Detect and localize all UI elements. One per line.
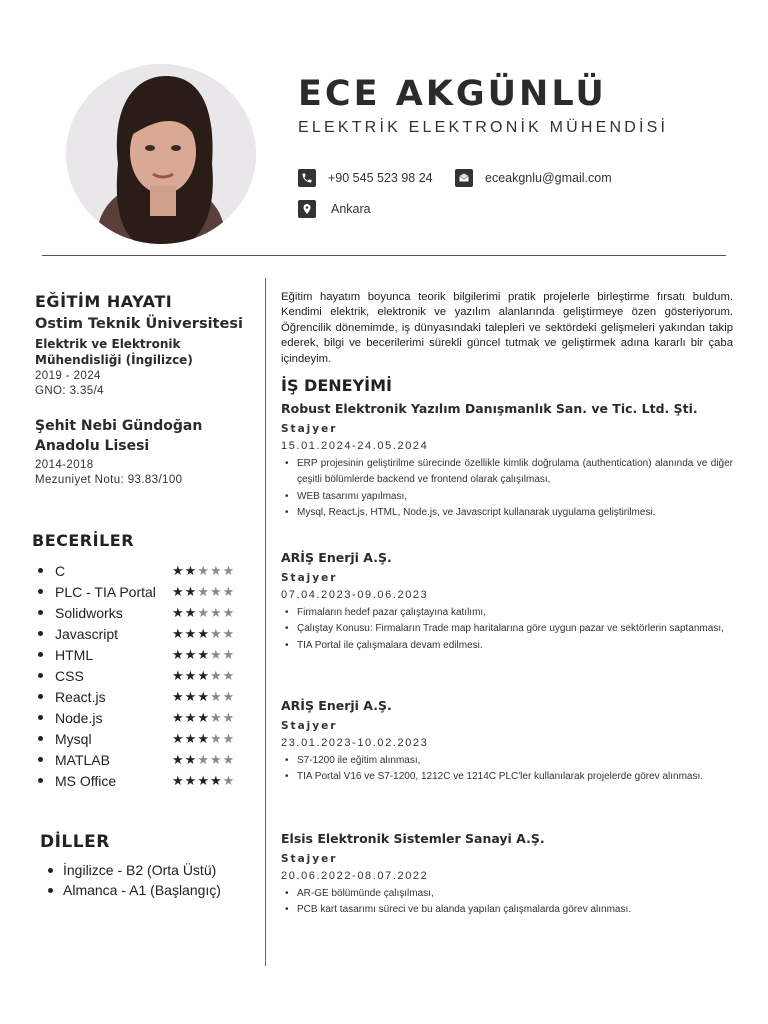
skill-rating-stars: [172, 689, 256, 705]
star-empty-icon: ★: [197, 583, 210, 599]
skill-item: [34, 644, 256, 665]
skill-item: [34, 581, 256, 602]
column-divider: [265, 278, 266, 966]
star-empty-icon: ★: [222, 562, 236, 578]
list-item: • AR-GE bölümünde çalışılması,: [281, 886, 733, 902]
education-item: [35, 416, 225, 488]
star-filled-icon: ★: [184, 583, 198, 599]
location-text: Ankara: [331, 202, 371, 216]
job-bullets: [281, 753, 733, 786]
company-name: ARİŞ Enerji A.Ş.: [281, 698, 392, 713]
star-empty-icon: ★: [222, 709, 236, 725]
star-empty-icon: ★: [209, 583, 223, 599]
skill-name: Solidworks: [55, 604, 123, 621]
education-heading: EĞİTİM HAYATI: [35, 292, 173, 311]
star-filled-icon: ★: [172, 688, 185, 704]
education-years: 2019 - 2024: [35, 370, 101, 382]
star-empty-icon: ★: [222, 772, 236, 788]
star-empty-icon: ★: [197, 562, 210, 578]
star-empty-icon: ★: [209, 604, 223, 620]
star-empty-icon: ★: [209, 730, 223, 746]
email-contact[interactable]: [455, 169, 612, 187]
phone-icon: [298, 169, 316, 187]
bullet-dot: [38, 694, 43, 699]
job-role: Stajyer: [281, 853, 338, 865]
job-entry: [281, 830, 733, 919]
star-filled-icon: ★: [197, 688, 210, 704]
list-item: • WEB tasarımı yapılması,: [281, 489, 733, 505]
star-filled-icon: ★: [197, 709, 210, 725]
star-empty-icon: ★: [222, 688, 236, 704]
job-entry: [281, 697, 733, 786]
job-role: Stajyer: [281, 423, 338, 435]
star-empty-icon: ★: [222, 751, 236, 767]
star-filled-icon: ★: [184, 730, 198, 746]
star-filled-icon: ★: [172, 772, 185, 788]
skill-rating-stars: [172, 647, 256, 663]
star-empty-icon: ★: [209, 667, 223, 683]
job-entry: [281, 400, 733, 521]
job-dates: 23.01.2023-10.02.2023: [281, 737, 429, 749]
bullet-dot: [38, 610, 43, 615]
company-name: Elsis Elektronik Sistemler Sanayi A.Ş.: [281, 831, 545, 846]
skill-item: [34, 686, 256, 707]
company-name: Robust Elektronik Yazılım Danışmanlık San. ve Tic. Ltd. Şti.: [281, 401, 698, 416]
skill-rating-stars: [172, 668, 256, 684]
phone-number: +90 545 523 98 24: [328, 171, 433, 185]
skill-name: MATLAB: [55, 751, 110, 768]
list-item: • Firmaların hedef pazar çalıştayına katılımı,: [281, 605, 733, 621]
job-bullets: [281, 886, 733, 919]
bullet-dot: [38, 778, 43, 783]
star-filled-icon: ★: [184, 751, 198, 767]
school-name: Ostim Teknik Üniversitesi: [35, 316, 243, 332]
mail-icon: [455, 169, 473, 187]
education-grade: Mezuniyet Notu: 93.83/100: [35, 474, 183, 486]
bullet-dot: [38, 757, 43, 762]
list-item: • Çalıştay Konusu: Firmaların Trade map haritalarına göre uygun pazar ve sektörlerin saptanması,: [281, 621, 733, 637]
star-filled-icon: ★: [184, 646, 198, 662]
location-pin-icon: [298, 200, 316, 218]
star-filled-icon: ★: [209, 772, 223, 788]
list-item: • PCB kart tasarımı süreci ve bu alanda yapılan çalışmalarda görev alınması.: [281, 902, 733, 918]
star-filled-icon: ★: [197, 646, 210, 662]
list-item: • TIA Portal V16 ve S7-1200, 1212C ve 1214C PLC'ler kullanılarak projelerde görev alınması.: [281, 769, 733, 785]
star-filled-icon: ★: [172, 667, 185, 683]
skill-item: [34, 623, 256, 644]
star-filled-icon: ★: [172, 562, 185, 578]
job-dates: 07.04.2023-09.06.2023: [281, 589, 429, 601]
star-filled-icon: ★: [184, 562, 198, 578]
skill-name: CSS: [55, 667, 84, 684]
school-name: Şehit Nebi Gündoğan Anadolu Lisesi: [35, 418, 203, 454]
star-filled-icon: ★: [184, 772, 198, 788]
skill-rating-stars: [172, 752, 256, 768]
bullet-dot: [38, 673, 43, 678]
star-empty-icon: ★: [222, 583, 236, 599]
bullet-dot: [38, 736, 43, 741]
star-empty-icon: ★: [222, 604, 236, 620]
job-entry: [281, 549, 733, 654]
candidate-name: ECE AKGÜNLÜ: [298, 74, 607, 114]
star-filled-icon: ★: [184, 709, 198, 725]
list-item: • Mysql, React.js, HTML, Node.js, ve Javascript kullanarak uygulama geliştirilmesi.: [281, 505, 733, 521]
star-empty-icon: ★: [209, 751, 223, 767]
job-role: Stajyer: [281, 720, 338, 732]
skill-item: [34, 749, 256, 770]
list-item: • S7-1200 ile eğitim alınması,: [281, 753, 733, 769]
bullet-dot: [38, 631, 43, 636]
star-empty-icon: ★: [222, 646, 236, 662]
star-empty-icon: ★: [197, 751, 210, 767]
languages-list: [48, 860, 221, 900]
skill-name: Node.js: [55, 709, 103, 726]
job-bullets: [281, 456, 733, 521]
skill-item: [34, 560, 256, 581]
job-dates: 20.06.2022-08.07.2022: [281, 870, 429, 882]
education-years: 2014-2018: [35, 459, 94, 471]
skill-name: MS Office: [55, 772, 117, 789]
skill-rating-stars: [172, 626, 256, 642]
star-empty-icon: ★: [197, 604, 210, 620]
skill-item: [34, 770, 256, 791]
star-empty-icon: ★: [222, 667, 236, 683]
education-grade: GNO: 3.35/4: [35, 385, 104, 397]
skills-list: [34, 560, 256, 791]
star-empty-icon: ★: [209, 646, 223, 662]
skill-name: PLC - TIA Portal: [55, 583, 156, 600]
bullet-dot: [38, 652, 43, 657]
skill-item: [34, 707, 256, 728]
phone-contact[interactable]: [298, 169, 433, 187]
bullet-dot: [38, 589, 43, 594]
skill-item: [34, 728, 256, 749]
star-filled-icon: ★: [184, 667, 198, 683]
job-role: Stajyer: [281, 572, 338, 584]
star-filled-icon: ★: [172, 730, 185, 746]
skill-rating-stars: [172, 584, 256, 600]
email-address: eceakgnlu@gmail.com: [485, 171, 612, 185]
star-filled-icon: ★: [184, 604, 198, 620]
skill-name: C: [55, 562, 66, 579]
bullet-dot: [38, 715, 43, 720]
experience-heading: İŞ DENEYİMİ: [281, 376, 392, 395]
skill-rating-stars: [172, 563, 256, 579]
location-contact: [298, 200, 371, 218]
star-empty-icon: ★: [222, 730, 236, 746]
skill-name: React.js: [55, 688, 106, 705]
skill-rating-stars: [172, 605, 256, 621]
star-filled-icon: ★: [172, 646, 185, 662]
skill-rating-stars: [172, 710, 256, 726]
list-item: Almanca - A1 (Başlangıç): [48, 880, 221, 900]
list-item: İngilizce - B2 (Orta Üstü): [48, 860, 221, 880]
skill-name: HTML: [55, 646, 94, 663]
skill-rating-stars: [172, 731, 256, 747]
star-empty-icon: ★: [222, 625, 236, 641]
skill-rating-stars: [172, 773, 256, 789]
star-filled-icon: ★: [197, 625, 210, 641]
star-filled-icon: ★: [172, 709, 185, 725]
star-empty-icon: ★: [209, 562, 223, 578]
list-item: • TIA Portal ile çalışmalara devam edilmesi.: [281, 638, 733, 654]
bullet-dot: [38, 568, 43, 573]
star-filled-icon: ★: [172, 604, 185, 620]
department-name: Elektrik ve Elektronik Mühendisliği (İngilizce): [35, 337, 193, 367]
star-filled-icon: ★: [197, 772, 210, 788]
star-filled-icon: ★: [197, 667, 210, 683]
company-name: ARİŞ Enerji A.Ş.: [281, 550, 392, 565]
job-dates: 15.01.2024-24.05.2024: [281, 440, 429, 452]
skill-item: [34, 665, 256, 686]
profile-photo: [66, 64, 256, 244]
languages-heading: DİLLER: [40, 832, 110, 852]
education-item: [35, 314, 260, 399]
skill-name: Javascript: [55, 625, 119, 642]
star-filled-icon: ★: [184, 688, 198, 704]
star-filled-icon: ★: [197, 730, 210, 746]
skill-name: Mysql: [55, 730, 92, 747]
list-item: • ERP projesinin geliştirilme sürecinde özellikle kimlik doğrulama (authentication) alanında ve diğer çeşitli bölümlerde backend ve frontend olarak çalışılması,: [281, 456, 733, 489]
star-filled-icon: ★: [172, 751, 185, 767]
star-filled-icon: ★: [184, 625, 198, 641]
skill-item: [34, 602, 256, 623]
star-filled-icon: ★: [172, 583, 185, 599]
header-divider: [42, 255, 726, 256]
skills-heading: BECERİLER: [32, 531, 135, 550]
job-title: ELEKTRİK ELEKTRONİK MÜHENDİSİ: [298, 119, 669, 136]
star-empty-icon: ★: [209, 709, 223, 725]
profile-summary: Eğitim hayatım boyunca teorik bilgilerimi pratik projelerle birleştirme fırsatı buldum. Kendimi elektrik, elektronik ve yazılım alanlarında geliştirmeye özen gösteriyorum. Öğrencilik dönemimde, iş dünyasındaki talepleri ve sektördeki gelişmeleri yakından takip ederek, bilgi ve becerilerimi sürekli güncel tutmak ve geliştirmek adına kararlı bir çaba içindeyim.: [281, 291, 733, 365]
star-filled-icon: ★: [172, 625, 185, 641]
star-empty-icon: ★: [209, 688, 223, 704]
star-empty-icon: ★: [209, 625, 223, 641]
job-bullets: [281, 605, 733, 654]
